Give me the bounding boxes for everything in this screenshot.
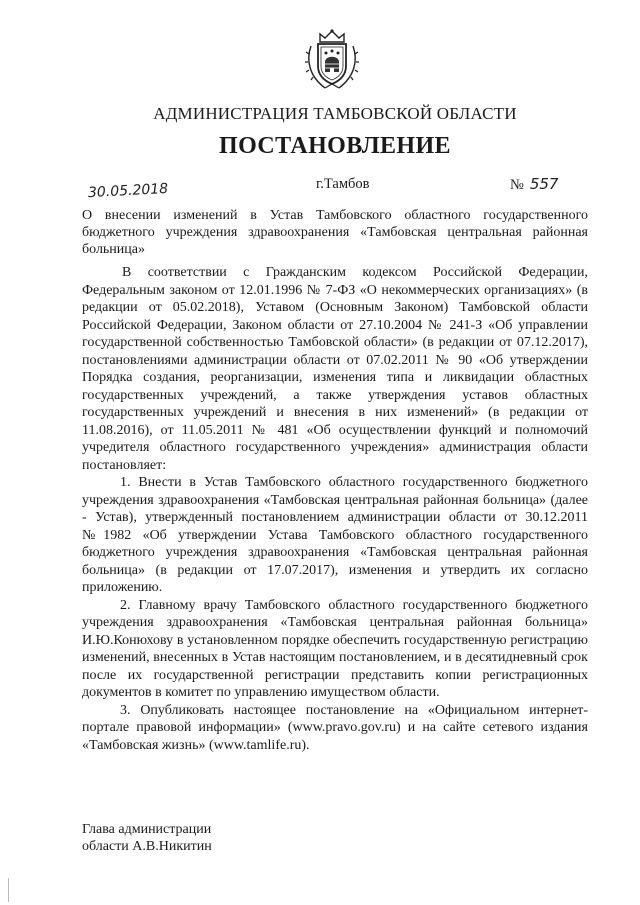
document-type-title: ПОСТАНОВЛЕНИЕ: [219, 133, 451, 159]
document-subject: О внесении изменений в Устав Тамбовского областного государственного бюджетного учреждения здравоохранения «Тамбовская центральная районная больница»: [82, 208, 588, 257]
organization-name: АДМИНИСТРАЦИЯ ТАМБОВСКОЙ ОБЛАСТИ: [153, 104, 517, 123]
number-sign: №: [510, 177, 524, 193]
tambov-coat-of-arms-icon: [303, 28, 361, 92]
scan-edge-mark: [8, 878, 9, 902]
signature-block: [82, 821, 212, 855]
resolution-item-1: 1. Внести в Устав Тамбовского областного государственного бюджетного учреждения здравоохранения «Тамбовская центральная районная больница» (далее - Устав), утвержденный постановлением администрации области от 30.12.2011 №1982 «Об утверждении Устава Тамбовского областного государственного бюджетного учреждения здравоохранения «Тамбовская центральная районная больница» (в редакции от 17.07.2017), изменения и утвердить их согласно приложению.: [82, 475, 588, 595]
signature-line-1: Глава администрации: [82, 822, 212, 837]
resolution-item-3: 3. Опубликовать настоящее постановление на «Официальном интернет-портале правовой информации» (www.pravo.gov.ru) и на сайте сетевого издания «Тамбовская жизнь» (www.tamlife.ru).: [82, 702, 588, 753]
document-city: г.Тамбов: [316, 176, 370, 192]
document-date: 30.05.2018: [87, 180, 169, 202]
preamble-paragraph: В соответствии с Гражданским кодексом Российской Федерации, Федеральным законом от 12.01.1996 № 7-ФЗ «О некоммерческих организациях» (в редакции от 05.02.2018), Уставом (Основным Законом) Тамбовской области Российской Федерации, Законом области от 27.10.2004 № 241-З «Об управлении государственной собственностью Тамбовской области» (в редакции от 07.12.2017), постановлениями администрации области от 07.02.2011 № 90 «Об утверждении Порядка создания, реорганизации, изменения типа и ликвидации областных государственных учреждений, а также утверждения уставов областных государственных учреждений и внесения в них изменений» (в редакции от 11.08.2016), от 11.05.2011 № 481 «Об осуществлении функций и полномочий учредителя областного государственного учреждения» администрация области постановляет:: [82, 265, 588, 473]
document-body: [82, 264, 588, 754]
resolution-item-2: 2. Главному врачу Тамбовского областного государственного бюджетного учреждения здравоохранения «Тамбовская центральная районная больница» И.Ю.Конюхову в установленном порядке обеспечить государственную регистрацию изменений, внесенных в Устав настоящим постановлением, и в десятидневный срок после их государственной регистрации представить копии регистрационных документов в комитет по управлению имуществом области.: [82, 597, 588, 700]
document-number: [510, 175, 558, 194]
number-value: 557: [529, 175, 559, 193]
signature-line-2: области А.В.Никитин: [82, 839, 212, 854]
